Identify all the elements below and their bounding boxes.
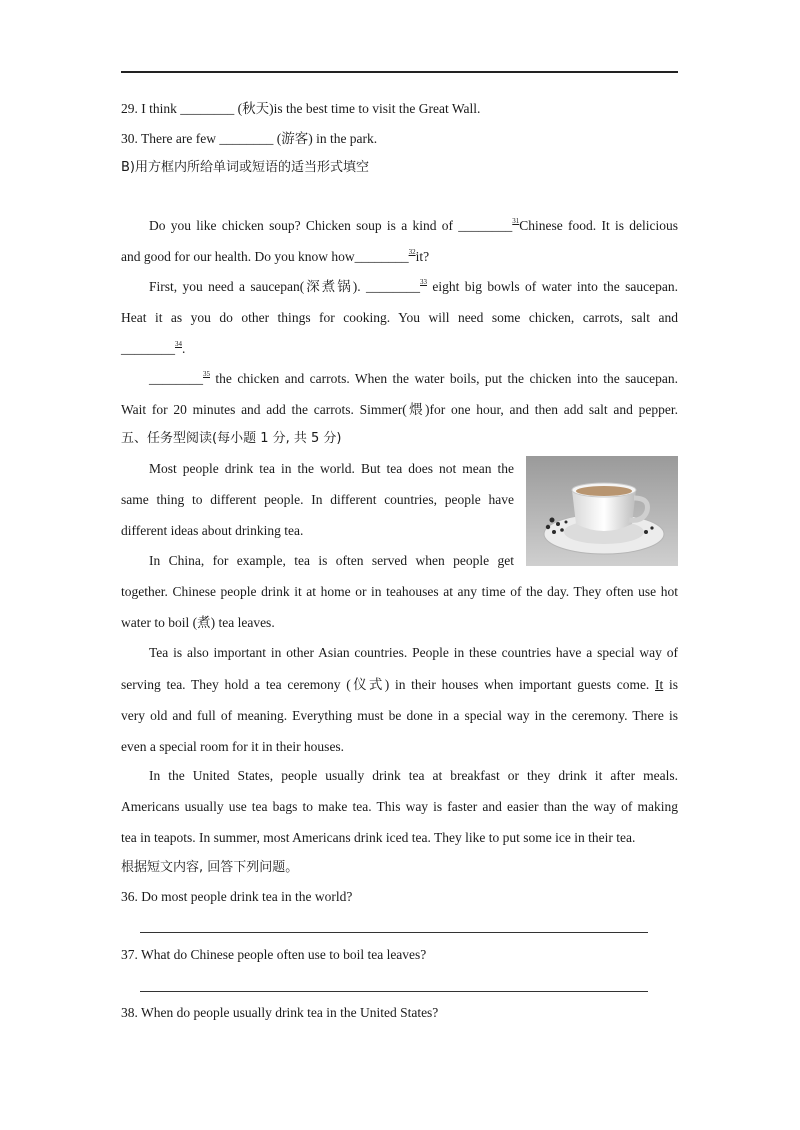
blank-35: 35 [203, 370, 210, 378]
passage-b-line-4: Heat it as you do other things for cooking. You will need some chicken, carrots, salt and [121, 310, 678, 325]
reading-p2-line-1: In China, for example, tea is often served when people get [149, 553, 514, 568]
question-37: 37. What do Chinese people often use to boil tea leaves? [121, 947, 427, 962]
answer-line-36[interactable] [140, 932, 648, 933]
question-29: 29. I think ________ (秋天)is the best time to visit the Great Wall. [121, 101, 481, 116]
reading-p3-line-2: serving tea. They hold a tea ceremony (仪式) in their houses when important guests come. It is [121, 677, 678, 692]
answer-instruction: 根据短文内容, 回答下列问题。 [121, 860, 299, 875]
reading-p3-line-3: very old and full of meaning. Everything must be done in a special way in the ceremony. There is [121, 708, 678, 723]
reading-p3-line-4: even a special room for it in their houses. [121, 739, 345, 754]
reading-p4-line-3: tea in teapots. In summer, most Americans drink iced tea. They like to put some ice in their tea. [121, 830, 636, 845]
reading-p1-line-1: Most people drink tea in the world. But tea does not mean the [149, 461, 514, 476]
passage-b-line-7: Wait for 20 minutes and add the carrots. Simmer(煨)for one hour, and then add salt and pepper. [121, 402, 678, 417]
top-rule [121, 71, 678, 73]
reading-p4-line-2: Americans usually use tea bags to make tea. This way is faster and easier than the way of making [121, 799, 678, 814]
passage-b-line-3: First, you need a saucepan(深煮锅). ________$^{33}$ eight big bowls of water into the saucepan. [149, 278, 678, 294]
blank-31: 31 [512, 217, 520, 225]
passage-b-line-2: and good for our health. Do you know how________$^{32}$it? [121, 248, 430, 264]
reading-p3-line-1: Tea is also important in other Asian countries. People in these countries have a special way of [149, 645, 678, 660]
reading-p2-line-2: together. Chinese people drink it at home or in teahouses at any time of the day. They often use hot [121, 584, 678, 599]
reading-p1-line-2: same thing to different people. In different countries, people have [121, 492, 514, 507]
blank-33: 33 [420, 278, 427, 286]
question-30: 30. There are few ________ (游客) in the park. [121, 131, 378, 146]
question-38: 38. When do people usually drink tea in the United States? [121, 1005, 439, 1020]
tea-cup-photo [526, 456, 678, 566]
question-36: 36. Do most people drink tea in the world? [121, 889, 353, 904]
answer-line-37[interactable] [140, 991, 648, 992]
blank-32: 32 [408, 248, 416, 256]
section-5-heading: 五、任务型阅读(每小题 1 分, 共 5 分) [121, 431, 342, 446]
reading-p1-line-3: different ideas about drinking tea. [121, 523, 304, 538]
passage-b-line-6: ________$^{35}$ the chicken and carrots. When the water boils, put the chicken into the saucepan. [149, 370, 678, 386]
underlined-it: It [655, 677, 664, 692]
passage-b-line-5: ________$^{34}$. [121, 340, 186, 356]
blank-34: 34 [175, 340, 182, 348]
reading-p2-line-3: water to boil (煮) tea leaves. [121, 615, 275, 630]
passage-b-line-1: Do you like chicken soup? Chicken soup is a kind of ________$^{31}$Chinese food. It is delicious [149, 217, 679, 233]
reading-p4-line-1: In the United States, people usually drink tea at breakfast or they drink it after meals. [149, 768, 678, 783]
part-b-heading: B)用方框内所给单词或短语的适当形式填空 [121, 160, 369, 175]
